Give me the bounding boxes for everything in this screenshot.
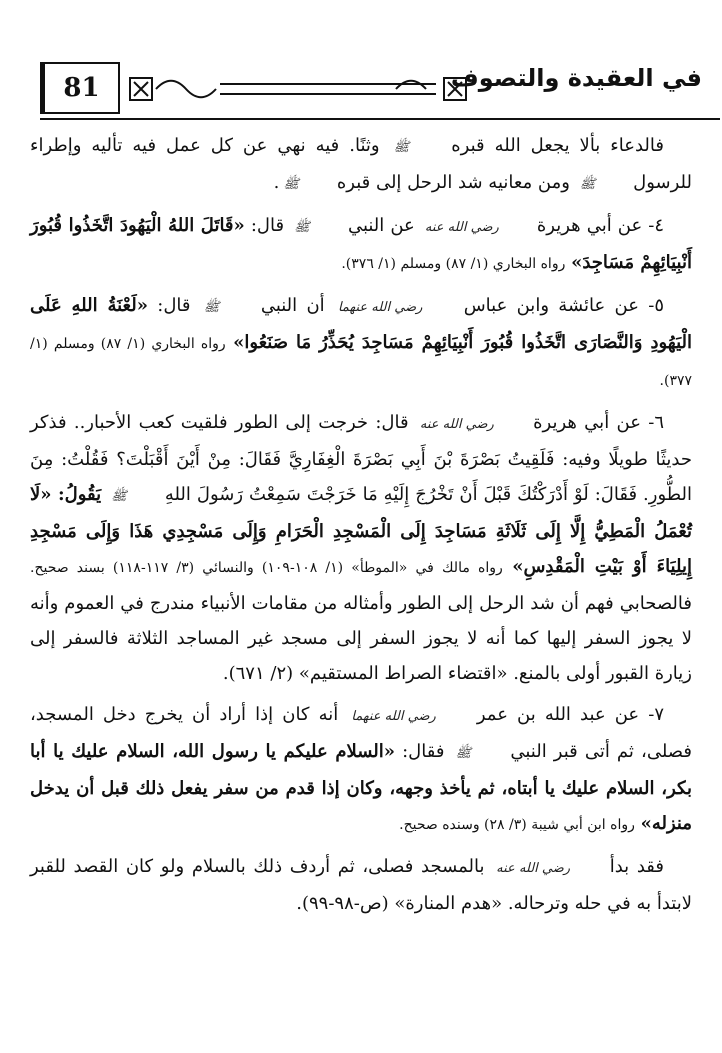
page-number-box [40, 62, 120, 114]
text-run: فقد بدأ [609, 856, 664, 877]
text-run: أن النبي [260, 295, 325, 316]
athar-quote: «السلام عليكم يا رسول الله، السلام عليك يا أبا بكر، السلام عليك يا أبتاه، ثم يأخذ وجهه، وكان إذا قدم من سفر يفعل ذلك قبل أن يدخل منزله» [30, 741, 692, 834]
pbuh-honorific-icon: ﷺ [111, 489, 127, 504]
hadith-quote: «لَعْنَةُ اللهِ عَلَى الْيَهُودِ وَالنَّصَارَى اتَّخَذُوا قُبُورَ أَنْبِيَائِهِمْ مَسَاجِدَ يُحَذِّرُ مَا صَنَعُوا» [30, 295, 692, 353]
text-run: قال: [157, 295, 191, 316]
text-run: فالدعاء بألا يجعل الله قبره [451, 135, 664, 156]
pbuh-honorific-icon: ﷺ [455, 746, 472, 761]
paragraph-hadith-4 [30, 208, 692, 282]
pbuh-honorific-icon: ﷺ [393, 140, 410, 155]
ra-honorific-icon: رضي الله عنه [424, 220, 499, 235]
paragraph-hadith-7 [30, 697, 692, 843]
citation: رواه ابن أبي شيبة (٣/ ٢٨) وسنده صحيح. [399, 817, 635, 833]
text-run: بالمسجد فصلى، ثم أردف ذلك بالسلام ولو كان القصد للقبر لابتدأ به في حله وترحاله. «هدم المنارة» (ص-٩٨-٩٩). [30, 856, 692, 914]
citation: رواه البخاري (١/ ٨٧) ومسلم (١/ ٣٧٦). [341, 256, 566, 272]
pbuh-honorific-icon: ﷺ [294, 220, 310, 235]
ra-honorific-icon: رضي الله عنه [419, 417, 494, 432]
text-run: أنه كان إذا أراد أن يخرج دخل المسجد، فصلى، ثم أتى قبر النبي [30, 704, 692, 762]
text-run: قال: [250, 215, 285, 236]
ra-honorific-icon: رضي الله عنه [496, 861, 571, 876]
paragraph-closing [30, 849, 692, 921]
text-run: وثنًا. فيه نهي عن كل عمل فيه تأليه وإطراء للرسول [30, 135, 692, 193]
paragraph-1 [30, 128, 692, 202]
text-run: ٤- عن أبي هريرة [536, 215, 665, 236]
citation: رواه البخاري (١/ ٨٧) ومسلم (١/ ٣٧٧). [30, 336, 692, 389]
text-run: عن النبي [347, 215, 415, 236]
text-run: ٧- عن عبد الله بن عمر [476, 704, 664, 725]
pbuh-honorific-icon: ﷺ [579, 177, 596, 192]
pbuh-honorific-icon: ﷺ [203, 300, 220, 315]
ra-dual-honorific-icon: رضي الله عنهما [337, 300, 423, 315]
page-header [20, 62, 710, 122]
running-title: في العقيدة والتصوف [450, 64, 702, 92]
text-run: . [273, 172, 280, 193]
page-number: 81 [63, 73, 100, 103]
hadith-quote: يَقُولُ: «لَا تُعْمَلُ الْمَطِيُّ إِلَّا إِلَى ثَلَاثَةِ مَسَاجِدَ إِلَى الْمَسْجِدِ الْحَرَامِ وَإِلَى مَسْجِدِي هَذَا وَإِلَى مَسْجِدِ إِيلِيَاءَ أَوْ بَيْتِ الْمَقْدِسِ» [30, 484, 692, 577]
pbuh-honorific-icon: ﷺ [283, 177, 300, 192]
ra-dual-honorific-icon: رضي الله عنهما [351, 709, 436, 724]
commentary: فالصحابي فهم أن شد الرحل إلى الطور وأمثاله من مقامات الأنبياء مندرج في العموم وأنه لا يجوز السفر إليها كما أنه لا يجوز السفر إلى مسجد غير المساجد الثلاثة فالسفر إلى زيارة القبور أولى بالمنع. «اقتضاء الصراط المستقيم» (٢/ ٦٧١). [30, 593, 692, 684]
text-run: قال: خرجت إلى الطور فلقيت كعب الأحبار.. فذكر حديثًا طويلًا وفيه: [30, 412, 693, 470]
text-run: ومن معانيه شد الرحل إلى قبره [336, 172, 570, 193]
header-divider [40, 118, 720, 120]
hadith-quote: «قَاتَلَ اللهُ الْيَهُودَ اتَّخَذُوا قُبُورَ أَنْبِيَائِهِمْ مَسَاجِدَ» [30, 215, 692, 273]
text-run: ٥- عن عائشة وابن عباس [463, 295, 664, 316]
paragraph-hadith-5 [30, 288, 692, 399]
page-body [30, 128, 692, 921]
paragraph-hadith-6 [30, 405, 692, 691]
citation: رواه مالك في «الموطأ» (١/ ١٠٨-١٠٩) والنسائي (٣/ ١١٧-١١٨) بسند صحيح. [30, 560, 503, 576]
text-run: ٦- عن أبي هريرة [533, 412, 664, 433]
hadith-narration: فَلَقِيتُ بَصْرَةَ بْنَ أَبِي بَصْرَةَ الْغِفَارِيَّ فَقَالَ: مِنْ أَيْنَ أَقْبَلْتَ؟ فَقُلْتُ: مِنَ الطُّورِ. فَقَالَ: لَوْ أَدْرَكْتُكَ قَبْلَ أَنْ تَخْرُجَ إِلَيْهِ مَا خَرَجْتَ سَمِعْتُ رَسُولَ اللهِ [30, 449, 692, 505]
header-ornament [126, 74, 474, 104]
text-run: فقال: [402, 741, 445, 762]
